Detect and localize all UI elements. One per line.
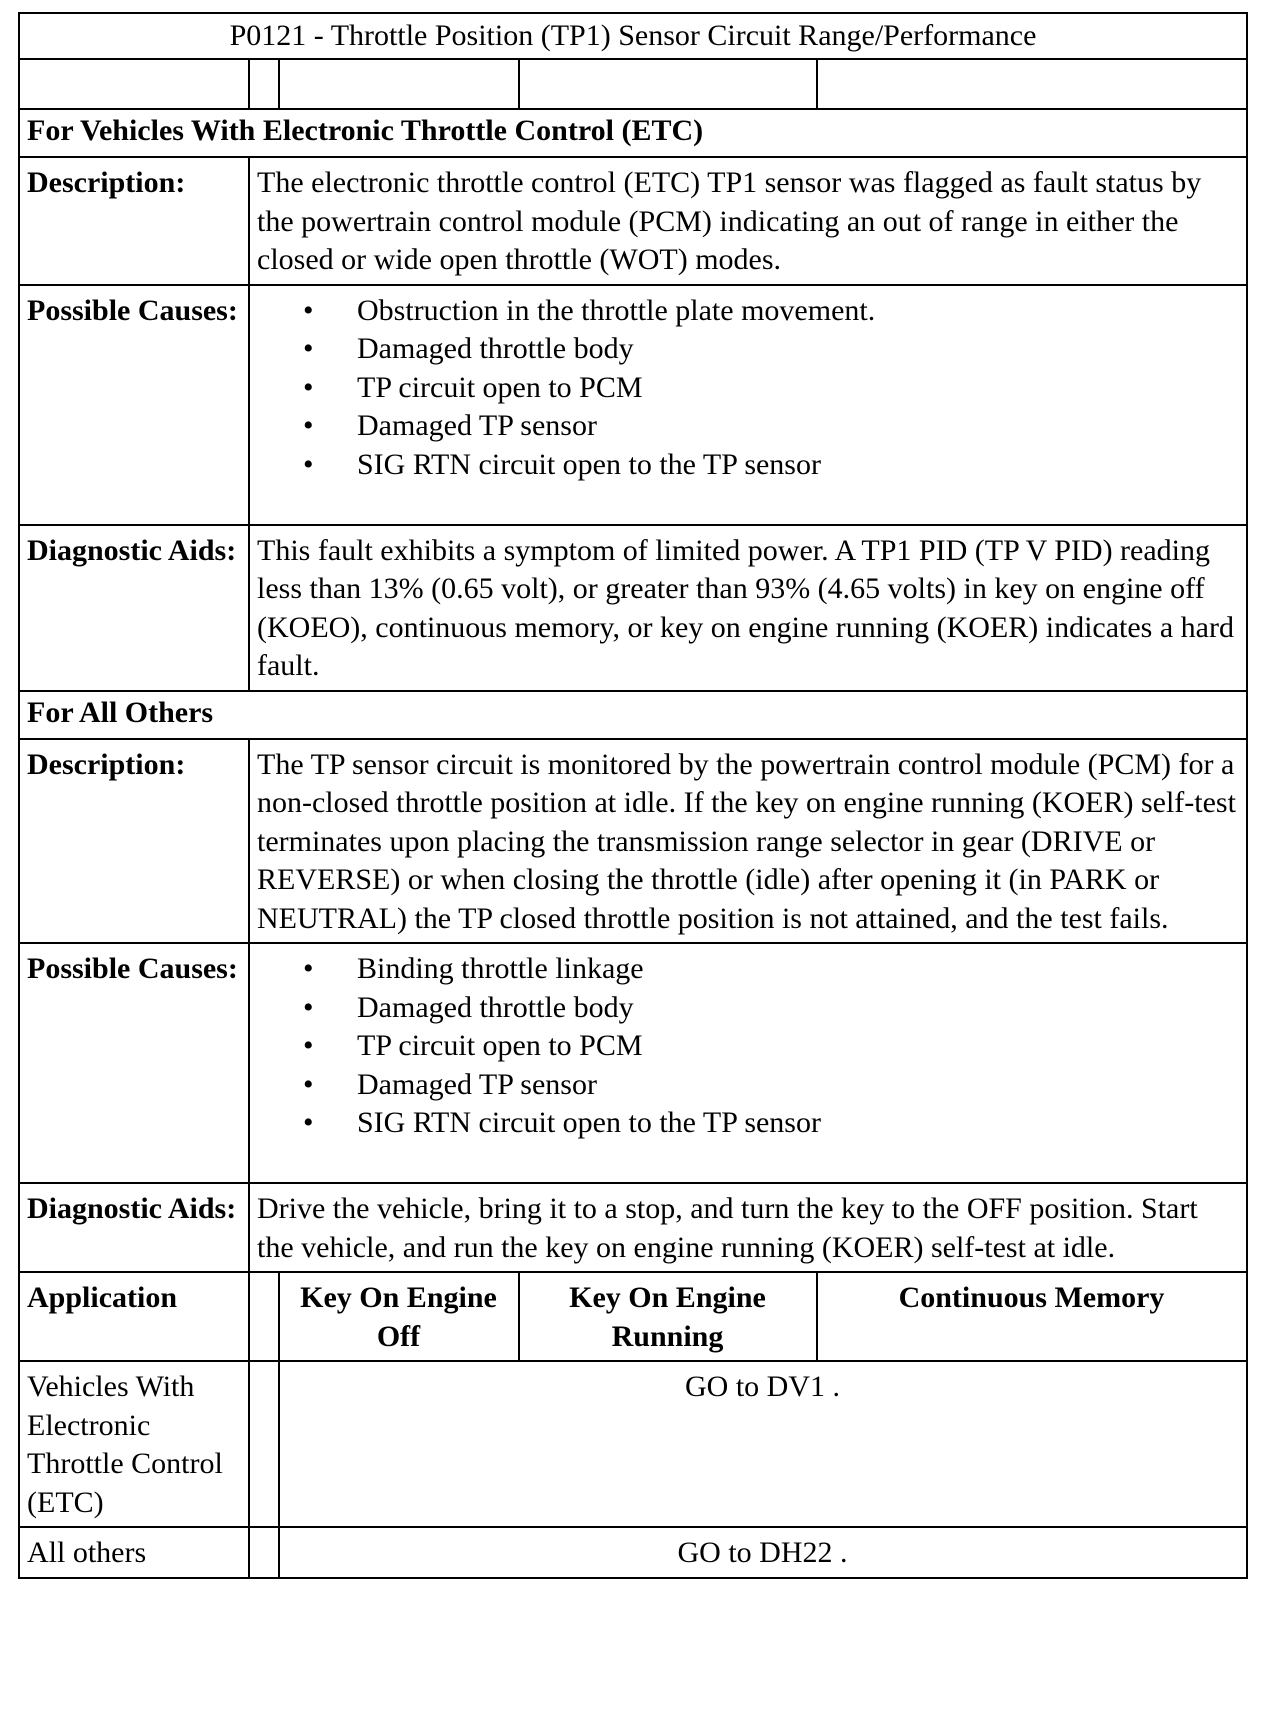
dtc-document xyxy=(18,12,1246,1579)
list-item: • SIG RTN circuit open to the TP sensor xyxy=(357,1104,1238,1143)
list-item: • Binding throttle linkage xyxy=(357,950,1238,989)
continuous-memory-header: Continuous Memory xyxy=(817,1272,1247,1361)
list-item: • Damaged throttle body xyxy=(357,330,1238,369)
causes-list xyxy=(257,950,1238,1143)
dtc-table xyxy=(18,12,1248,1579)
koer-header: Key On Engine Running xyxy=(519,1272,817,1361)
diagnostic-aids-label: Diagnostic Aids: xyxy=(19,1183,249,1272)
possible-causes-label: Possible Causes: xyxy=(19,285,249,525)
action-cell: GO to DV1 . xyxy=(279,1361,1247,1527)
koeo-header: Key On Engine Off xyxy=(279,1272,519,1361)
possible-causes-cell xyxy=(249,943,1247,1183)
list-item: • TP circuit open to PCM xyxy=(357,1027,1238,1066)
list-item: • SIG RTN circuit open to the TP sensor xyxy=(357,446,1238,485)
diagnostic-aids-label: Diagnostic Aids: xyxy=(19,525,249,691)
list-item: • TP circuit open to PCM xyxy=(357,369,1238,408)
list-item: • Damaged TP sensor xyxy=(357,407,1238,446)
application-header-row xyxy=(19,1272,1247,1361)
possible-causes-label: Possible Causes: xyxy=(19,943,249,1183)
table-row xyxy=(19,1527,1247,1578)
diagnostic-aids-text: This fault exhibits a symptom of limited power. A TP1 PID (TP V PID) reading less than 13% (0.65 volt), or greater than 93% (4.65 volts) in key on engine off (KOEO), continuous memory, or key on engine running (KOER) indicates a hard fault. xyxy=(249,525,1247,691)
possible-causes-cell xyxy=(249,285,1247,525)
action-cell: GO to DH22 . xyxy=(279,1527,1247,1578)
description-label: Description: xyxy=(19,739,249,944)
application-cell: All others xyxy=(19,1527,249,1578)
section-heading-etc: For Vehicles With Electronic Throttle Control (ETC) xyxy=(19,109,1247,157)
page-title: P0121 - Throttle Position (TP1) Sensor Circuit Range/Performance xyxy=(19,13,1247,59)
description-text: The electronic throttle control (ETC) TP1 sensor was flagged as fault status by the powertrain control module (PCM) indicating an out of range in either the closed or wide open throttle (WOT) modes. xyxy=(249,157,1247,285)
list-item: • Damaged TP sensor xyxy=(357,1066,1238,1105)
blank-row xyxy=(19,59,1247,109)
causes-list xyxy=(257,292,1238,485)
table-row xyxy=(19,1361,1247,1527)
application-cell: Vehicles With Electronic Throttle Control (ETC) xyxy=(19,1361,249,1527)
list-item: • Damaged throttle body xyxy=(357,989,1238,1028)
description-text: The TP sensor circuit is monitored by the powertrain control module (PCM) for a non-closed throttle position at idle. If the key on engine running (KOER) self-test terminates upon placing the transmission range selector in gear (DRIVE or REVERSE) or when closing the throttle (idle) after opening it (in PARK or NEUTRAL) the TP closed throttle position is not attained, and the test fails. xyxy=(249,739,1247,944)
list-item: • Obstruction in the throttle plate movement. xyxy=(357,292,1238,331)
diagnostic-aids-text: Drive the vehicle, bring it to a stop, and turn the key to the OFF position. Start the vehicle, and run the key on engine running (KOER) self-test at idle. xyxy=(249,1183,1247,1272)
section-heading-others: For All Others xyxy=(19,691,1247,739)
description-label: Description: xyxy=(19,157,249,285)
application-header: Application xyxy=(19,1272,249,1361)
